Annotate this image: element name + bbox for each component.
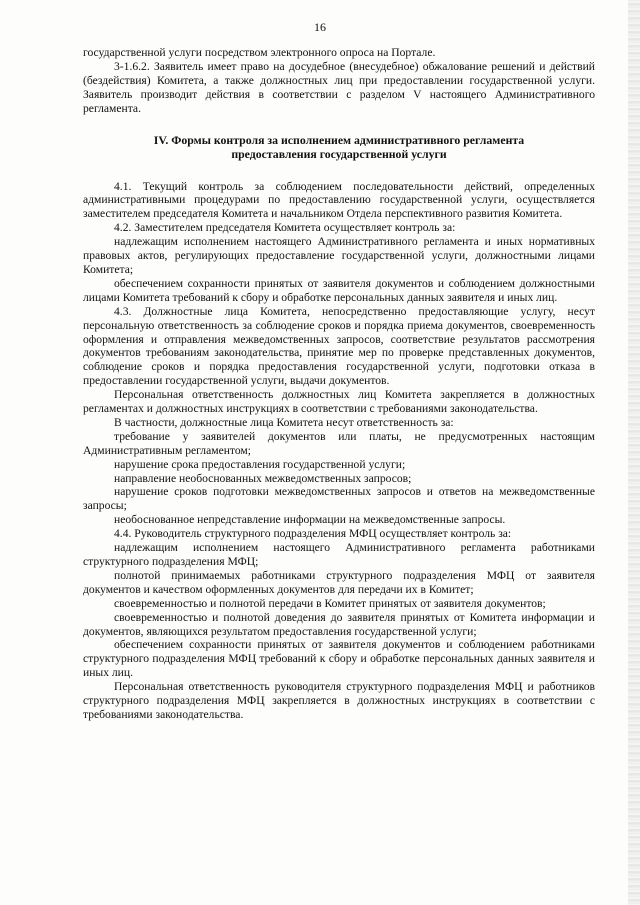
paragraph: своевременностью и полнотой доведения до заявителя принятых от Комитета информации и документов, являющихся результатом предоставления государственной услуги; (83, 610, 595, 638)
paragraph: обеспечением сохранности принятых от заявителя документов и соблюдением должностными лицами Комитета требований к сбору и обработке персональных данных заявителя и иных лиц. (83, 276, 595, 304)
page-number: 16 (314, 20, 326, 34)
paragraph: 4.3. Должностные лица Комитета, непосредственно предоставляющие услугу, несут персональную ответственность за соблюдение сроков и порядка приема документов, своевременность оформления и отправления межведомственных запросов, соответствие результатов рассмотрения документов требованиям законодательства, принятие мер по проверке представленных документов, соблюдение сроков и порядка предоставления государственной услуги, подготовки отказа в предоставлении государственной услуги, выдачи документов. (83, 304, 595, 388)
document-body (83, 46, 595, 722)
section-heading (83, 133, 595, 161)
paragraph: 4.1. Текущий контроль за соблюдением последовательности действий, определенных административными процедурами по предоставлению государственной услуги, осуществляется заместителем председателя Комитета и начальником Отдела перспективного развития Комитета. (83, 179, 595, 221)
paragraph: В частности, должностные лица Комитета несут ответственность за: (114, 415, 454, 429)
paragraph: Персональная ответственность руководителя структурного подразделения МФЦ и работников структурного подразделения МФЦ закрепляется в должностных инструкциях в соответствии с требованиями законодательства. (83, 680, 595, 721)
paragraph: 3-1.6.2. Заявитель имеет право на досудебное (внесудебное) обжалование решений и действий (бездействия) Комитета, а также должностных лиц при предоставлении государственной услуги. Заявитель производит действия в соответствии с разделом V настоящего Административного регламента. (83, 59, 595, 115)
section-heading-line: IV. Формы контроля за исполнением административного регламента (153, 132, 525, 147)
paragraph: необоснованное непредставление информации на межведомственные запросы. (114, 513, 506, 527)
paragraph: 4.4. Руководитель структурного подразделения МФЦ осуществляет контроль за: (114, 527, 512, 541)
paragraph: направление необоснованных межведомственных запросов; (114, 471, 412, 485)
paragraph: требование у заявителей документов или платы, не предусмотренных настоящим Административным регламентом; (83, 429, 595, 457)
paragraph: надлежащим исполнением настоящего Административного регламента работниками структурного подразделения МФЦ; (83, 541, 595, 568)
paragraph: 4.2. Заместителем председателя Комитета осуществляет контроль за: (114, 221, 456, 235)
paragraph: государственной услуги посредством электронного опроса на Портале. (83, 46, 436, 59)
paragraph: нарушение сроков подготовки межведомственных запросов и ответов на межведомственные запросы; (83, 485, 595, 513)
paragraph: своевременностью и полнотой передачи в Комитет принятых от заявителя документов; (114, 596, 546, 610)
paragraph: нарушение срока предоставления государственной услуги; (114, 457, 406, 471)
paragraph: полнотой принимаемых работниками структурного подразделения МФЦ от заявителя документов и качеством оформленных документов для передачи их в Комитет; (83, 568, 595, 596)
paragraph: обеспечением сохранности принятых от заявителя документов и соблюдением работниками структурного подразделения МФЦ требований к сбору и обработке персональных данных заявителя и иных лиц. (83, 638, 595, 680)
paragraph: надлежащим исполнением настоящего Административного регламента и иных нормативных правовых актов, регулирующих предоставление государственной услуги, должностными лицами Комитета; (83, 235, 595, 276)
paragraph: Персональная ответственность должностных лиц Комитета закрепляется в должностных регламентах и должностных инструкциях в соответствии с требованиями законодательства. (83, 388, 595, 416)
scan-edge (628, 0, 640, 905)
section-heading-line: предоставления государственной услуги (231, 146, 447, 161)
